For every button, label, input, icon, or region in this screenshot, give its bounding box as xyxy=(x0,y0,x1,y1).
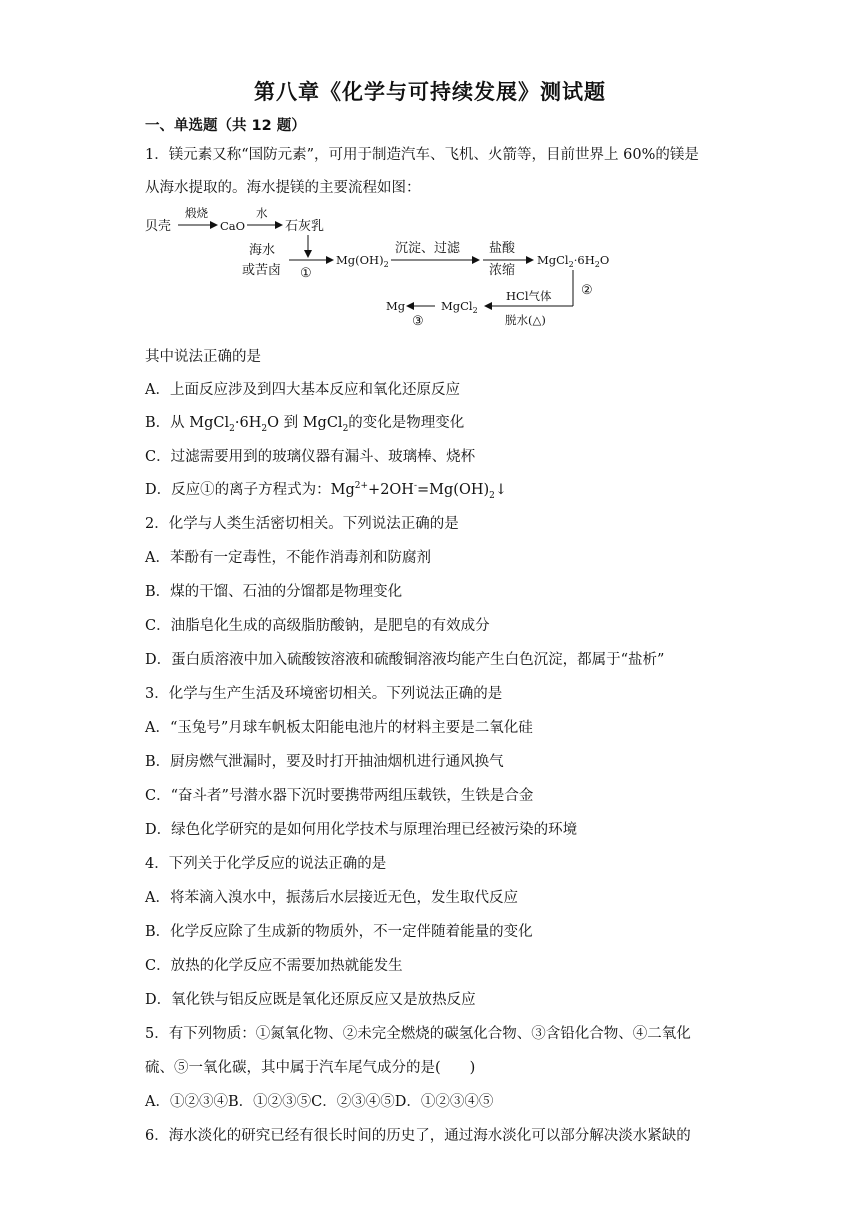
q2-option-a: A．苯酚有一定毒性，不能作消毒剂和防腐剂 xyxy=(145,550,431,566)
flow-cao: CaO xyxy=(220,219,246,233)
q6-stem-line1: 6．海水淡化的研究已经有很长时间的历史了，通过海水淡化可以部分解决淡水紧缺的 xyxy=(145,1128,691,1144)
flow-mgcl2: MgCl$_2$ xyxy=(441,299,478,315)
q3-option-b: B．厨房燃气泄漏时，要及时打开抽油烟机进行通风换气 xyxy=(145,754,504,770)
q1-option-a: A．上面反应涉及到四大基本反应和氧化还原反应 xyxy=(145,382,460,398)
q3-stem: 3．化学与生产生活及环境密切相关。下列说法正确的是 xyxy=(145,686,503,702)
flow-chendian: 沉淀、过滤 xyxy=(395,241,461,256)
flow-shui: 水 xyxy=(256,206,268,220)
q4-stem: 4．下列关于化学反应的说法正确的是 xyxy=(145,856,387,872)
flow-kulu: 或苦卤 xyxy=(242,263,282,278)
q3-option-a: A．“玉兔号”月球车帆板太阳能电池片的材料主要是二氧化硅 xyxy=(145,720,533,736)
q4-option-d: D．氧化铁与铝反应既是氧化还原反应又是放热反应 xyxy=(145,992,476,1008)
flow-circle-3: ③ xyxy=(412,314,424,329)
flow-shihuiru: 石灰乳 xyxy=(285,219,325,234)
q3-option-c: C．“奋斗者”号潜水器下沉时要携带两组压载铁，生铁是合金 xyxy=(145,788,534,804)
q4-option-a: A．将苯滴入溴水中，振荡后水层接近无色，发生取代反应 xyxy=(145,890,518,906)
flow-circle-1: ① xyxy=(300,266,312,281)
q3-option-d: D．绿色化学研究的是如何用化学技术与原理治理已经被污染的环境 xyxy=(145,822,578,838)
flow-circle-2: ② xyxy=(581,283,593,298)
q2-stem: 2．化学与人类生活密切相关。下列说法正确的是 xyxy=(145,516,459,532)
flow-tuoshui: 脱水(△) xyxy=(505,313,546,327)
flow-beike: 贝壳 xyxy=(145,219,172,234)
flow-yansuan: 盐酸 xyxy=(489,241,516,256)
section-heading: 一、单选题（共 12 题） xyxy=(145,118,306,134)
flow-mgcl2-6h2o: $MgCl_2\cdot 6H_2O$ xyxy=(537,253,610,269)
flow-haishui: 海水 xyxy=(249,243,276,258)
q1-option-d: D．反应①的离子方程式为：$Mg^{2+}+2OH^-=Mg(OH)_2↓$ xyxy=(145,481,508,501)
flow-duanshao: 煅烧 xyxy=(185,206,208,220)
q2-option-b: B．煤的干馏、石油的分馏都是物理变化 xyxy=(145,584,403,600)
q4-option-b: B．化学反应除了生成新的物质外，不一定伴随着能量的变化 xyxy=(145,924,533,940)
flow-hcl: HCl气体 xyxy=(506,289,552,303)
q5-stem-line2: 硫、⑤一氧化碳，其中属于汽车尾气成分的是( ) xyxy=(145,1060,476,1076)
q1-option-c: C．过滤需要用到的玻璃仪器有漏斗、玻璃棒、烧杯 xyxy=(145,449,476,465)
flow-mg: Mg xyxy=(386,299,406,313)
q2-option-d: D．蛋白质溶液中加入硫酸铵溶液和硫酸铜溶液均能产生白色沉淀，都属于“盐析” xyxy=(145,652,665,668)
flow-nongsuo: 浓缩 xyxy=(489,263,516,278)
q2-option-c: C．油脂皂化生成的高级脂肪酸钠，是肥皂的有效成分 xyxy=(145,618,490,634)
q5-options: A．①②③④B．①②③⑤C．②③④⑤D．①②③④⑤ xyxy=(145,1094,494,1110)
q1-ask: 其中说法正确的是 xyxy=(145,349,261,365)
magnesium-flowchart xyxy=(145,202,625,332)
q1-stem-line1: 1．镁元素又称“国防元素”，可用于制造汽车、飞机、火箭等，目前世界上 60%的镁是 xyxy=(145,147,699,163)
q1-option-b: B．从 $MgCl_2\cdot 6H_2O$ 到 MgCl$_2$的变化是物理变化 xyxy=(145,415,465,434)
flow-mgoh2: $Mg(OH)_2$ xyxy=(336,253,389,269)
q4-option-c: C．放热的化学反应不需要加热就能发生 xyxy=(145,958,403,974)
page-title: 第八章《化学与可持续发展》测试题 xyxy=(254,80,606,104)
q1-stem-line2: 从海水提取的。海水提镁的主要流程如图： xyxy=(145,180,421,196)
q5-stem-line1: 5．有下列物质：①氮氧化物、②未完全燃烧的碳氢化合物、③含铅化合物、④二氧化 xyxy=(145,1026,691,1042)
